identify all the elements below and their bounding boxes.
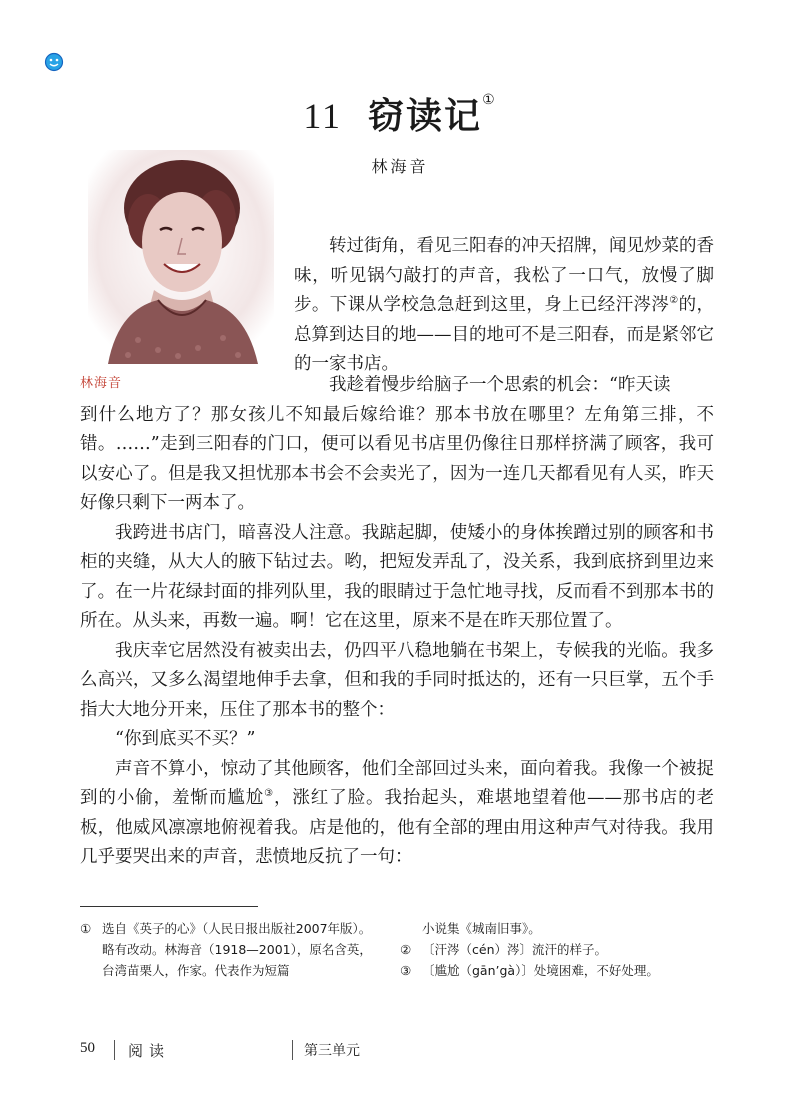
footnote-1-continued xyxy=(400,918,720,939)
paragraph-3: 我跨进书店门，暗喜没人注意。我踮起脚，使矮小的身体挨蹭过别的顾客和书柜的夹缝，从大人的腋下钻过去。哟，把短发弄乱了，没关系，我到底挤到里边来了。在一片花绿封面的排列队里，我的眼睛过于急忙地寻找，反而看不到那本书的所在。从头来，再数一遍。啊！它在这里，原来不是在昨天那位置了。 xyxy=(80,522,714,631)
footnote-marker-2: ② xyxy=(669,295,679,307)
title-footnote-marker: ① xyxy=(482,92,497,108)
lesson-title-text: 窃读记 xyxy=(368,95,483,137)
footnote-1-mark: ① xyxy=(80,921,92,936)
footnote-3-mark: ③ xyxy=(400,963,412,978)
paragraph-6 xyxy=(80,755,714,873)
footnotes-left-column xyxy=(80,918,380,981)
paragraph-5: “你到底买不买？” xyxy=(115,729,256,749)
footnotes-right-column xyxy=(400,918,720,981)
footer-unit: 第三单元 xyxy=(304,1043,360,1059)
main-text xyxy=(80,371,714,873)
paragraph-4: 我庆幸它居然没有被卖出去，仍四平八稳地躺在书架上，专候我的光临。我多么高兴，又多么渴望地伸手去拿，但和我的手同时抵达的，还有一只巨掌，五个手指大大地分开来，压住了那本书的整个： xyxy=(80,640,714,720)
smiley-icon xyxy=(44,52,64,72)
footnote-2 xyxy=(400,939,720,960)
paragraph-2-head: 我趁着慢步给脑子一个思索的机会：“昨天读 xyxy=(329,375,671,395)
footer-divider xyxy=(114,1040,115,1060)
footer-divider xyxy=(292,1040,293,1060)
footnote-3 xyxy=(400,960,720,981)
paragraph-2 xyxy=(80,371,714,519)
paragraph-1-text: 转过街角，看见三阳春的冲天招牌，闻见炒菜的香味，听见锅勺敲打的声音，我松了一口气，放慢了脚步。下课从学校急急赶到这里，身上已经汗涔涔 xyxy=(294,236,714,315)
paragraph-1 xyxy=(294,232,714,380)
footnote-2-mark: ② xyxy=(400,942,412,957)
footnote-divider xyxy=(80,906,258,907)
paragraph-6-tail: ，涨红了脸。我抬起头，难堪地望着他——那书店的老板，他威风凛凛地俯视着我。店是他的，他有全部的理由用这种声气对待我。我用几乎要哭出来的声音，悲愤地反抗了一句： xyxy=(80,788,715,867)
author-portrait xyxy=(88,150,274,364)
intro-paragraph xyxy=(294,232,714,380)
page-footer xyxy=(80,1040,720,1064)
lesson-title xyxy=(0,88,800,139)
footnote-3-text: 〔尴尬（gān’gà）〕处境困难，不好处理。 xyxy=(422,963,659,978)
paragraph-2-tail: 到什么地方了？那女孩儿不知最后嫁给谁？那本书放在哪里？左角第三排，不错。……”走到三阳春的门口，便可以看见书店里仍像往日那样挤满了顾客，我可以安心了。但是我又担忧那本书会不会卖光了，因为一连几天都看见有人买，昨天好像只剩下一两本了。 xyxy=(80,404,714,513)
footnote-1-cont-text: 小说集《城南旧事》。 xyxy=(422,921,541,936)
page-number: 50 xyxy=(80,1040,95,1056)
paragraph-6-text: 声音不算小，惊动了其他顾客，他们全部回过头来，面向着我。我像一个被捉到的小偷，羞惭而尴尬 xyxy=(80,758,714,808)
author-name: 林海音 xyxy=(371,157,429,176)
footnote-1-text: 选自《英子的心》（人民日报出版社2007年版）。略有改动。林海音（1918—2001），原名含英，台湾苗栗人，作家。代表作为短篇 xyxy=(102,921,372,978)
portrait-caption: 林海音 xyxy=(80,376,123,391)
lesson-number: 11 xyxy=(303,96,343,136)
footnote-2-text: 〔汗涔（cén）涔〕流汗的样子。 xyxy=(422,942,607,957)
footer-section: 阅读 xyxy=(128,1042,171,1060)
paragraph-1-tail: 的，总算到达目的地——目的地可不是三阳春，而是紧邻它的一家书店。 xyxy=(294,295,715,374)
footnote-1 xyxy=(80,918,380,981)
footnote-marker-3: ③ xyxy=(264,788,274,800)
